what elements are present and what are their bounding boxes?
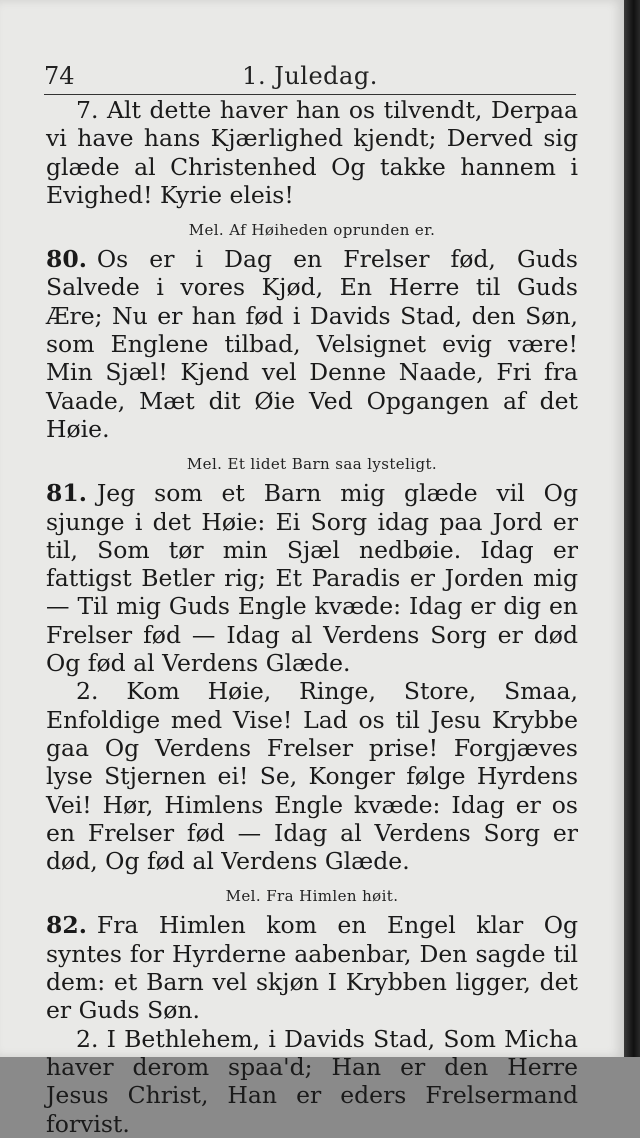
hymn-80 (46, 245, 578, 443)
hymn-text: Jeg som et Barn mig glæde vil Og sjunge i det Høie: Ei Sorg idag paa Jord er til, Som tør min Sjæl nedbøie. Idag er fattigst Betler rig; Et Paradis er Jorden mig — Til mig Guds Engle kvæde: Idag er dig en Frelser fød — Idag al Verdens Sorg er død Og fød al Verdens Glæde. (46, 479, 578, 678)
verse-text: 2. Kom Høie, Ringe, Store, Smaa, Enfoldige med Vise! Lad os til Jesu Krybbe gaa Og Verdens Frelser prise! Forgjæves lyse Stjernen ei! Se, Konger følge Hyrdens Vei! Hør, Himlens Engle kvæde: Idag er os en Frelser fød — Idag al Verdens Sorg er død, Og fød al Verdens Glæde. (46, 677, 578, 876)
running-head (44, 60, 576, 95)
running-title: 1. Juledag. (242, 62, 378, 90)
hymn-number: 80. (46, 245, 87, 274)
page-number: 74 (44, 62, 75, 90)
verse-text: 2. I Bethlehem, i Davids Stad, Som Micha haver derom spaa'd; Han er den Herre Jesus Christ, Han er eders Frelsermand forvist. (46, 1024, 578, 1138)
hymn-82-verse-2 (46, 1025, 578, 1138)
page-edge (624, 0, 640, 1057)
hymn-81 (46, 479, 578, 677)
hymn-text: Os er i Dag en Frelser fød, Guds Salvede i vores Kjød, En Herre til Guds Ære; Nu er han fød i Davids Stad, den Søn, som Englene tilbad, Velsignet evig være! Min Sjæl! Kjend vel Denne Naade, Fri fra Vaade, Mæt dit Øie Ved Opgangen af det Høie. (46, 245, 578, 443)
page-body (46, 96, 578, 1138)
melody-note: Mel. Af Høiheden oprunden er. (188, 221, 436, 240)
hymn-81-verse-2 (46, 677, 578, 875)
hymn-text: Fra Himlen kom en Engel klar Og syntes for Hyrderne aabenbar, Den sagde til dem: et Barn vel skjøn I Krybben ligger, det er Guds Søn. (46, 911, 578, 1025)
verse-7 (46, 96, 578, 209)
hymn-number: 81. (46, 479, 87, 508)
melody-note: Mel. Et lidet Barn saa lysteligt. (186, 455, 438, 474)
melody-note: Mel. Fra Himlen høit. (225, 887, 399, 906)
verse-text: 7. Alt dette haver han os tilvendt, Derpaa vi have hans Kjærlighed kjendt; Derved sig glæde al Christenhed Og takke hannem i Evighed! Kyrie eleis! (46, 96, 578, 209)
hymn-82 (46, 911, 578, 1024)
hymn-number: 82. (46, 911, 87, 940)
